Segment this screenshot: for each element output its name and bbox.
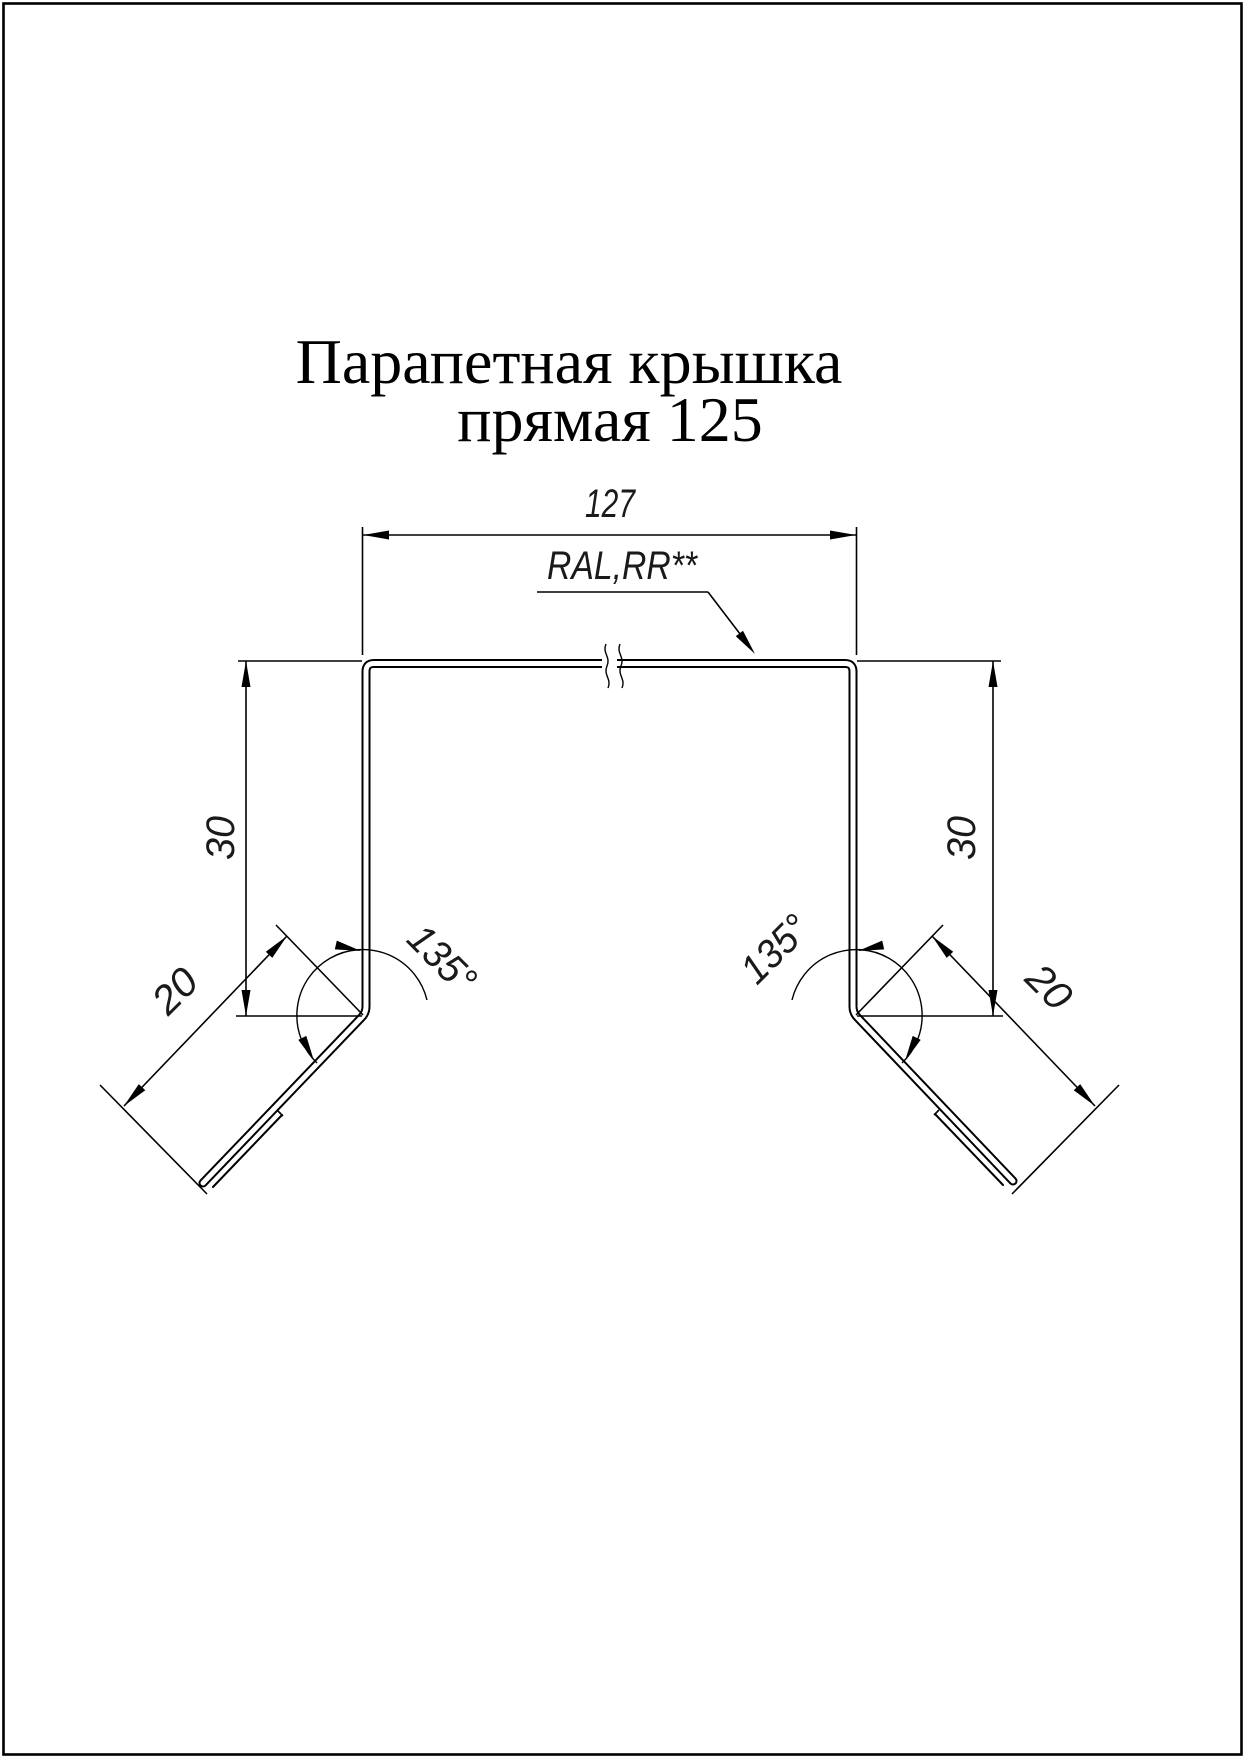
dimension-height-right: [857, 661, 1003, 1016]
dim-30-left-text: 30: [199, 815, 243, 860]
arrowhead-flange: [298, 1036, 314, 1061]
arrowhead-right: [830, 531, 856, 540]
extension-line: [276, 925, 363, 1015]
arrowhead-up: [242, 661, 251, 687]
dimension-angle-right: [732, 902, 922, 1063]
profile-sheet-inner: [203, 664, 1013, 1184]
dim-30-right-text: 30: [940, 815, 984, 860]
arrowhead-up: [989, 661, 998, 687]
dimension-line: [932, 936, 1095, 1106]
arrowhead-left: [363, 531, 389, 540]
dim-20-right-text: 20: [1016, 955, 1080, 1019]
extension-line: [1012, 1085, 1119, 1194]
page-border: [4, 4, 1242, 1755]
coating-label-text: RAL,RR**: [547, 544, 699, 588]
arrowhead-vertical: [858, 941, 884, 951]
angle-135-right-text: 135°: [732, 902, 822, 993]
dimension-line: [124, 936, 287, 1106]
dimension-angle-left: [297, 916, 489, 1063]
arrowhead-lower: [124, 1084, 145, 1106]
hem-left: [213, 1115, 282, 1187]
arrowhead-upper: [932, 936, 953, 958]
arrowhead-down: [242, 990, 251, 1016]
dim-127-text: 127: [585, 482, 637, 526]
profile-outline: [203, 644, 1013, 1187]
profile-sheet-outer: [203, 664, 1013, 1184]
hem-right: [935, 1114, 1003, 1185]
dim-20-left-text: 20: [143, 960, 207, 1024]
break-gap: [602, 649, 617, 677]
page-title-line2: прямая 125: [457, 384, 763, 455]
arrowhead-vertical: [335, 941, 361, 951]
page-title-line1: Парапетная крышка: [295, 326, 843, 397]
angle-135-left-text: 135°: [398, 916, 489, 1006]
coating-leader: [537, 544, 755, 654]
arrowhead-flange: [905, 1036, 921, 1061]
leader-arrowhead: [736, 631, 755, 654]
extension-line: [856, 925, 943, 1015]
extension-line: [100, 1085, 207, 1194]
arrowhead-upper: [266, 936, 287, 958]
dimension-height-left: [199, 661, 362, 1016]
arrowhead-lower: [1074, 1084, 1095, 1106]
